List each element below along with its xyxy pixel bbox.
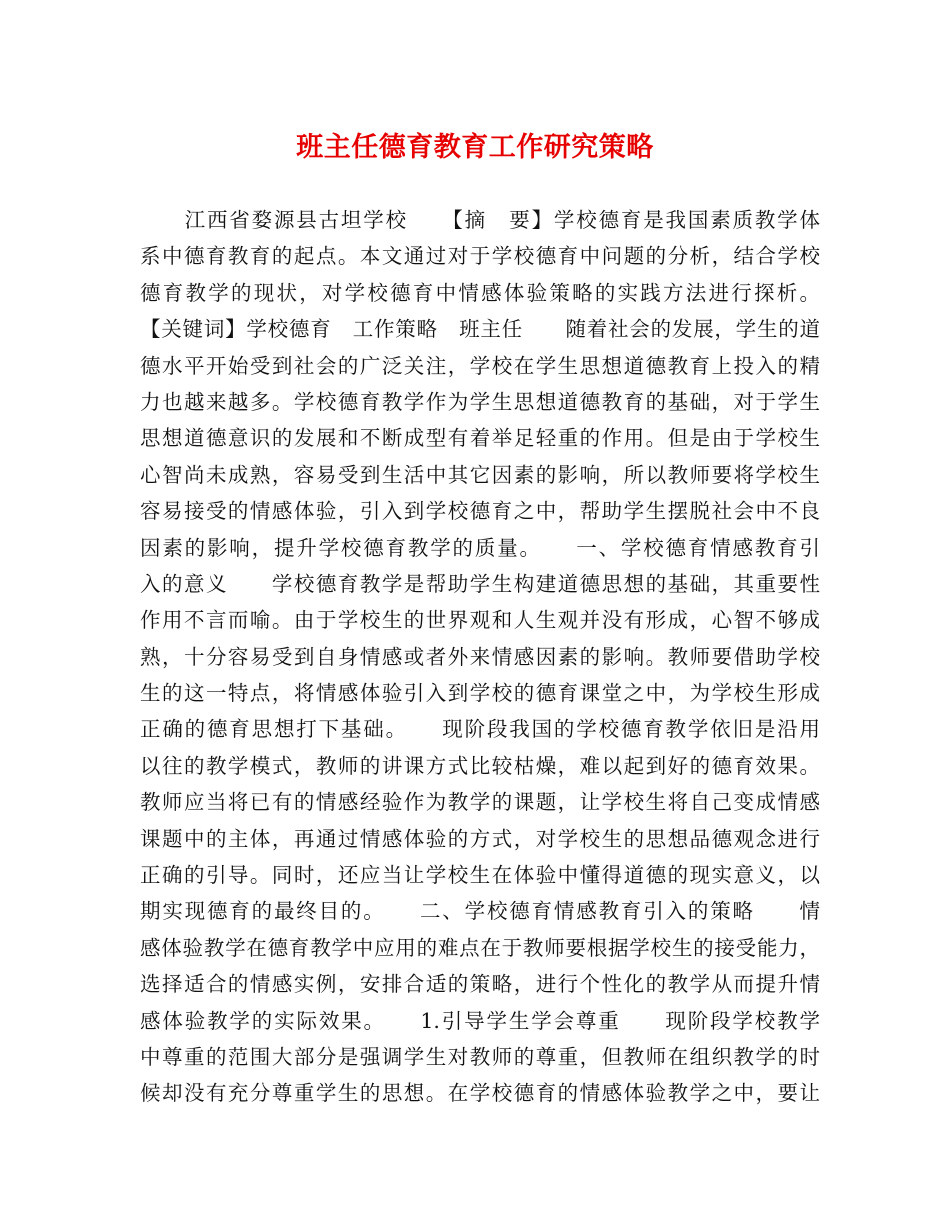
body-line: 感体验教学的实际效果。 1.引导学生学会尊重 现阶段学校教学 [140,1008,820,1033]
body-line: 教师应当将已有的情感经验作为教学的课题，让学校生将自己变成情感 [140,790,820,815]
body-line: 感体验教学在德育教学中应用的难点在于教师要根据学校生的接受能力， [140,935,820,960]
body-line: 熟，十分容易受到自身情感或者外来情感因素的影响。教师要借助学校 [140,644,820,669]
body-line: 因素的影响，提升学校德育教学的质量。 一、学校德育情感教育引 [140,535,820,560]
body-line: 以往的教学模式，教师的讲课方式比较枯燥，难以起到好的德育效果。 [140,753,820,778]
body-line: 德育教学的现状，对学校德育中情感体验策略的实践方法进行探析。 [140,280,820,305]
body-line: 期实现德育的最终目的。 二、学校德育情感教育引入的策略 情 [140,899,820,924]
body-line: 容易接受的情感体验，引入到学校德育之中，帮助学生摆脱社会中不良 [140,499,820,524]
body-line: 正确的德育思想打下基础。 现阶段我国的学校德育教学依旧是沿用 [140,717,820,742]
body-line: 心智尚未成熟，容易受到生活中其它因素的影响，所以教师要将学校生 [140,462,820,487]
body-line: 力也越来越多。学校德育教学作为学生思想道德教育的基础，对于学生 [140,389,820,414]
body-line: 思想道德意识的发展和不断成型有着举足轻重的作用。但是由于学校生 [140,426,820,451]
body-line: 中尊重的范围大部分是强调学生对教师的尊重，但教师在组织教学的时 [140,1044,820,1069]
body-line: 【关键词】学校德育 工作策略 班主任 随着社会的发展，学生的道 [140,317,820,342]
body-line: 正确的引导。同时，还应当让学校生在体验中懂得道德的现实意义，以 [140,863,820,888]
body-line: 生的这一特点，将情感体验引入到学校的德育课堂之中，为学校生形成 [140,681,820,706]
body-line: 系中德育教育的起点。本文通过对于学校德育中问题的分析，结合学校 [140,244,820,269]
body-line: 作用不言而喻。由于学校生的世界观和人生观并没有形成，心智不够成 [140,608,820,633]
body-line: 江西省婺源县古坦学校 【摘 要】学校德育是我国素质教学体 [140,208,820,232]
body-line: 德水平开始受到社会的广泛关注，学校在学生思想道德教育上投入的精 [140,353,820,378]
body-line: 课题中的主体，再通过情感体验的方式，对学校生的思想品德观念进行 [140,826,820,851]
document-title: 班主任德育教育工作研究策略 [296,132,654,163]
body-line: 入的意义 学校德育教学是帮助学生构建道德思想的基础，其重要性 [140,571,820,596]
body-line: 选择适合的情感实例，安排合适的策略，进行个性化的教学从而提升情 [140,972,820,997]
body-line: 候却没有充分尊重学生的思想。在学校德育的情感体验教学之中，要让 [140,1081,820,1106]
document-body [140,202,820,1112]
